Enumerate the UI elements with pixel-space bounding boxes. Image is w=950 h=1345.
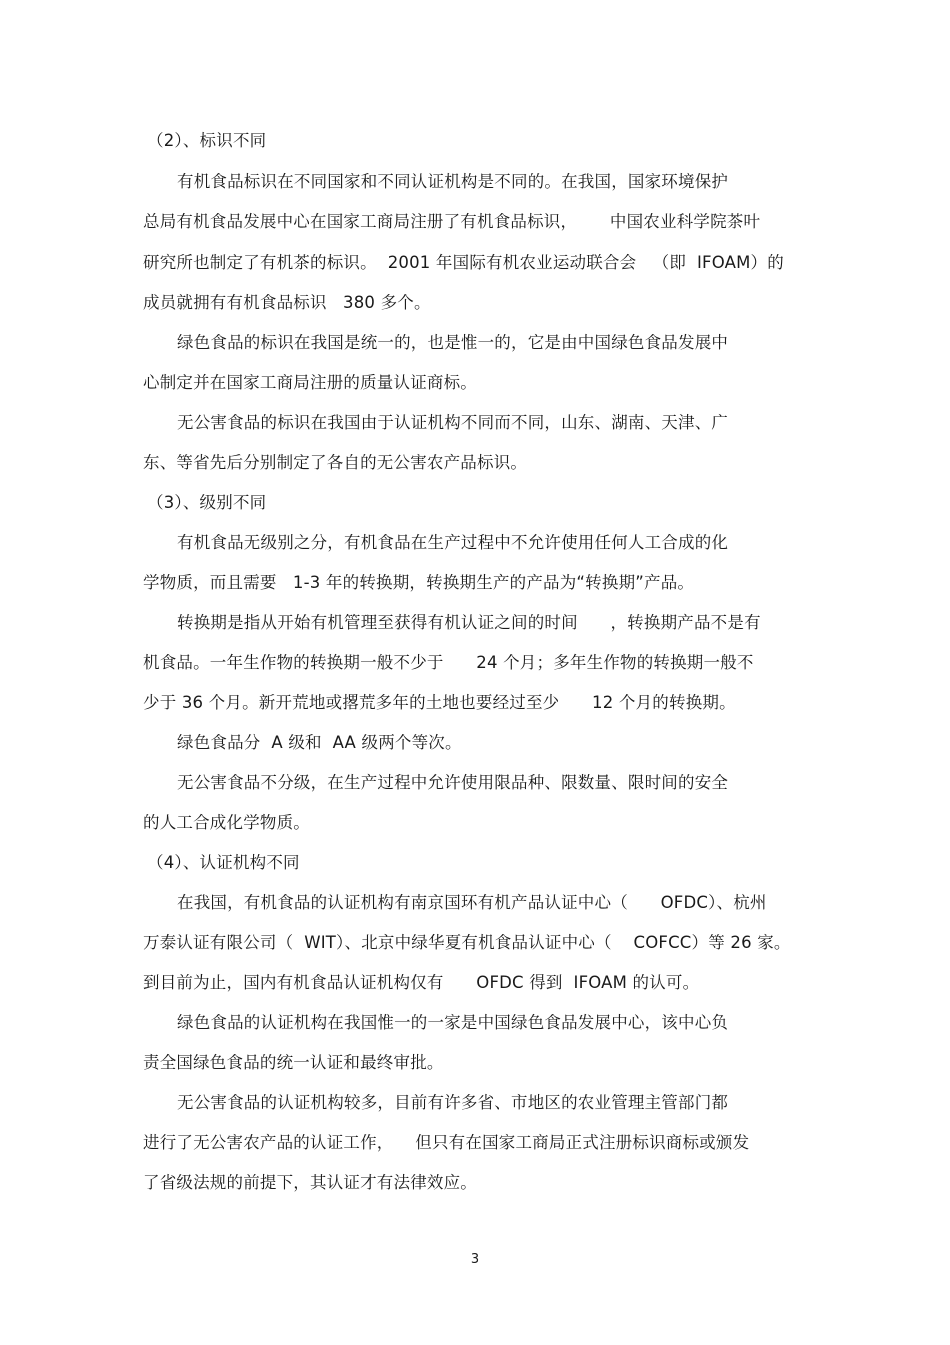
section-heading-2: （2）、标识不同 — [147, 131, 267, 150]
paragraph-line: 绿色食品的标识在我国是统一的，也是惟一的，它是由中国绿色食品发展中 — [177, 333, 729, 352]
section-heading-4: （4）、认证机构不同 — [147, 853, 300, 872]
paragraph-line: 到目前为止，国内有机食品认证机构仅有 OFDC 得到 IFOAM 的认可。 — [143, 973, 700, 992]
paragraph-line: 研究所也制定了有机茶的标识。 2001 年国际有机农业运动联合会 （即 IFOAM）的 — [143, 253, 784, 272]
page-number: 3 — [470, 1252, 480, 1267]
paragraph-line: 有机食品无级别之分，有机食品在生产过程中不允许使用任何人工合成的化 — [177, 533, 729, 552]
paragraph-line: 转换期是指从开始有机管理至获得有机认证之间的时间 ，转换期产品不是有 — [177, 613, 761, 632]
paragraph-line: 无公害食品的认证机构较多，目前有许多省、市地区的农业管理主管部门都 — [177, 1093, 729, 1112]
paragraph-line: 心制定并在国家工商局注册的质量认证商标。 — [143, 373, 477, 392]
paragraph-line: 绿色食品分 A 级和 AA 级两个等次。 — [177, 733, 462, 752]
paragraph-line: 的人工合成化学物质。 — [143, 813, 310, 832]
paragraph-line: 少于 36 个月。新开荒地或撂荒多年的土地也要经过至少 12 个月的转换期。 — [143, 693, 736, 712]
paragraph-line: 机食品。一年生作物的转换期一般不少于 24 个月；多年生作物的转换期一般不 — [143, 653, 754, 672]
paragraph-line: 成员就拥有有机食品标识 380 多个。 — [143, 293, 431, 312]
paragraph-line: 东、等省先后分别制定了各自的无公害农产品标识。 — [143, 453, 528, 472]
paragraph-line: 了省级法规的前提下，其认证才有法律效应。 — [143, 1173, 477, 1192]
paragraph-line: 学物质，而且需要 1-3 年的转换期，转换期生产的产品为“转换期”产品。 — [143, 573, 695, 592]
paragraph-line: 进行了无公害农产品的认证工作， 但只有在国家工商局正式注册标识商标或颁发 — [143, 1133, 750, 1152]
section-heading-3: （3）、级别不同 — [147, 493, 267, 512]
paragraph-line: 责全国绿色食品的统一认证和最终审批。 — [143, 1053, 444, 1072]
paragraph-line: 无公害食品不分级，在生产过程中允许使用限品种、限数量、限时间的安全 — [177, 773, 729, 792]
paragraph-line: 有机食品标识在不同国家和不同认证机构是不同的。在我国，国家环境保护 — [177, 172, 729, 191]
paragraph-line: 绿色食品的认证机构在我国惟一的一家是中国绿色食品发展中心，该中心负 — [177, 1013, 729, 1032]
paragraph-line: 总局有机食品发展中心在国家工商局注册了有机食品标识， 中国农业科学院茶叶 — [143, 212, 761, 231]
paragraph-line: 万泰认证有限公司（ WIT）、北京中绿华夏有机食品认证中心（ COFCC）等 26 家。 — [143, 933, 791, 952]
paragraph-line: 在我国，有机食品的认证机构有南京国环有机产品认证中心（ OFDC）、杭州 — [177, 893, 767, 912]
paragraph-line: 无公害食品的标识在我国由于认证机构不同而不同，山东、湖南、天津、广 — [177, 413, 729, 432]
